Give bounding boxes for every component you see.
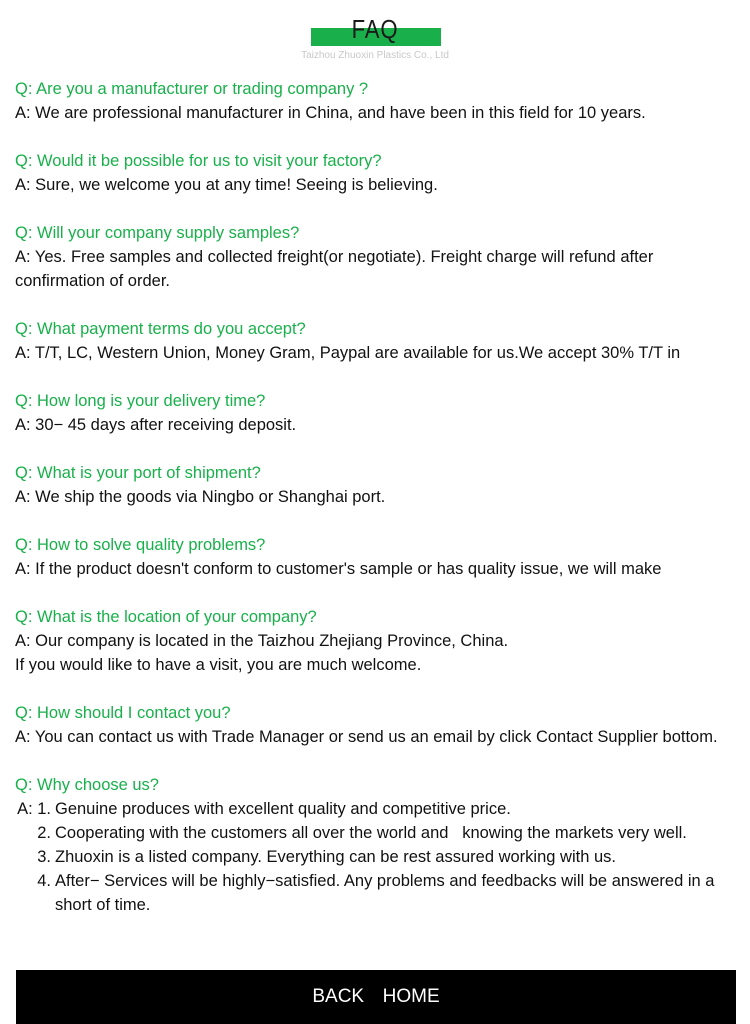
faq-item <box>15 701 740 749</box>
faq-item <box>15 149 740 197</box>
faq-answer: A: Sure, we welcome you at any time! Seeing is believing. <box>15 176 438 194</box>
list-text: Cooperating with the customers all over the world and knowing the markets very well. <box>55 824 687 842</box>
faq-answer: A: If the product doesn't conform to customer's sample or has quality issue, we will make <box>15 560 662 578</box>
faq-answer: A: 30− 45 days after receiving deposit. <box>15 416 297 434</box>
list-item <box>15 821 740 845</box>
faq-item <box>15 773 740 917</box>
list-text: Genuine produces with excellent quality and competitive price. <box>55 800 511 818</box>
faq-answer-continued: If you would like to have a visit, you are much welcome. <box>15 656 422 674</box>
faq-list <box>15 77 740 941</box>
faq-item <box>15 221 740 293</box>
list-text: Zhuoxin is a listed company. Everything can be rest assured working with us. <box>55 848 616 866</box>
faq-question: Q: How long is your delivery time? <box>15 392 266 410</box>
faq-question: Q: How should I contact you? <box>15 704 231 722</box>
company-subtitle: Taizhou Zhuoxin Plastics Co., Ltd <box>301 50 449 61</box>
list-number: 4. <box>37 872 51 890</box>
back-home-button[interactable]: BACK HOME <box>16 970 736 1024</box>
faq-item <box>15 605 740 677</box>
faq-item <box>15 533 740 581</box>
list-number: 3. <box>37 848 51 866</box>
faq-question: Q: Will your company supply samples? <box>15 224 300 242</box>
faq-answer: A: We are professional manufacturer in China, and have been in this field for 10 years. <box>15 104 646 122</box>
list-text: After− Services will be highly−satisfied. Any problems and feedbacks will be answered in a short of time. <box>55 872 715 914</box>
faq-item <box>15 317 740 365</box>
faq-item <box>15 389 740 437</box>
faq-question: Q: What is the location of your company? <box>15 608 317 626</box>
faq-question: Q: Why choose us? <box>15 776 159 794</box>
faq-question: Q: Would it be possible for us to visit your factory? <box>15 152 382 170</box>
faq-question: Q: Are you a manufacturer or trading company ? <box>15 80 369 98</box>
faq-header <box>0 14 750 66</box>
list-number: 2. <box>37 824 51 842</box>
faq-answer: A: Our company is located in the Taizhou Zhejiang Province, China. <box>15 632 509 650</box>
faq-question: Q: What payment terms do you accept? <box>15 320 306 338</box>
faq-answer: A: T/T, LC, Western Union, Money Gram, Paypal are available for us.We accept 30% T/T in <box>15 344 681 362</box>
faq-question: Q: How to solve quality problems? <box>15 536 266 554</box>
faq-item <box>15 461 740 509</box>
faq-answer: A: You can contact us with Trade Manager or send us an email by click Contact Supplier bottom. <box>15 728 718 746</box>
faq-answer: A: Yes. Free samples and collected freight(or negotiate). Freight charge will refund after confirmation of order. <box>15 248 654 290</box>
faq-answer: A: We ship the goods via Ningbo or Shanghai port. <box>15 488 386 506</box>
list-item <box>15 845 740 869</box>
faq-item <box>15 77 740 125</box>
list-number: A: 1. <box>17 800 51 818</box>
page-title: FAQ <box>351 14 399 44</box>
list-item <box>15 797 740 821</box>
list-item <box>15 869 740 917</box>
faq-question: Q: What is your port of shipment? <box>15 464 261 482</box>
reasons-list <box>15 797 740 917</box>
